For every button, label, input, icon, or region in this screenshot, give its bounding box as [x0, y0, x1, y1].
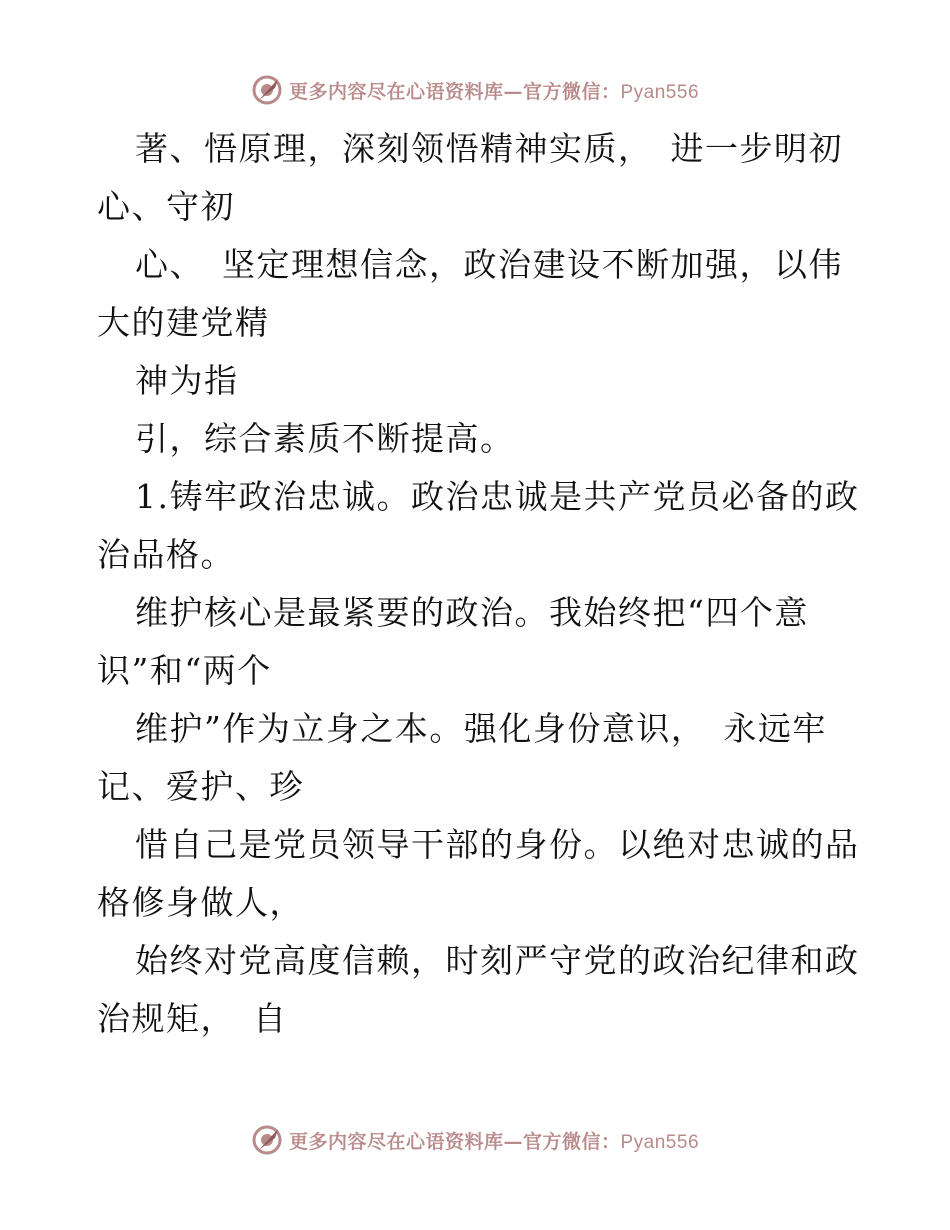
- text-line: 识”和“两个: [97, 651, 272, 690]
- text-line: 1.铸牢政治忠诚。政治忠诚是共产党员必备的政: [135, 477, 860, 516]
- text-line: 引，综合素质不断提高。: [135, 419, 515, 458]
- text-line: 心、守初: [97, 187, 235, 226]
- text-line: 格修身做人，: [97, 883, 304, 922]
- text-line: 始终对党高度信赖，时刻严守党的政治纪律和政: [135, 941, 860, 980]
- text-line: 大的建党精: [97, 303, 270, 342]
- text-line: 维护核心是最紧要的政治。我始终把“四个意: [135, 593, 809, 632]
- text-line: 治品格。: [97, 535, 235, 574]
- quill-logo-icon: [251, 74, 283, 106]
- header-wechat-id: Pyan556: [620, 81, 700, 103]
- text-line: 治规矩， 自: [97, 999, 288, 1038]
- text-line: 维护”作为立身之本。强化身份意识， 永远牢: [135, 709, 827, 748]
- text-line: 心、 坚定理想信念，政治建设不断加强，以伟: [135, 245, 843, 284]
- footer-wechat-id: Pyan556: [620, 1131, 700, 1153]
- footer-banner-text: 更多内容尽在心语资料库—官方微信：Pyan556: [288, 1130, 700, 1153]
- quill-logo-icon: [251, 1124, 283, 1156]
- text-line: 神为指: [135, 361, 239, 400]
- text-line: 惜自己是党员领导干部的身份。以绝对忠诚的品: [135, 825, 860, 864]
- header-banner: [0, 70, 950, 110]
- text-line: 记、爱护、珍: [97, 767, 304, 806]
- document-body: [97, 120, 860, 1048]
- header-banner-text: 更多内容尽在心语资料库—官方微信：Pyan556: [288, 80, 700, 103]
- text-line: 著、悟原理，深刻领悟精神实质， 进一步明初: [135, 129, 843, 168]
- footer-banner: [0, 1120, 950, 1160]
